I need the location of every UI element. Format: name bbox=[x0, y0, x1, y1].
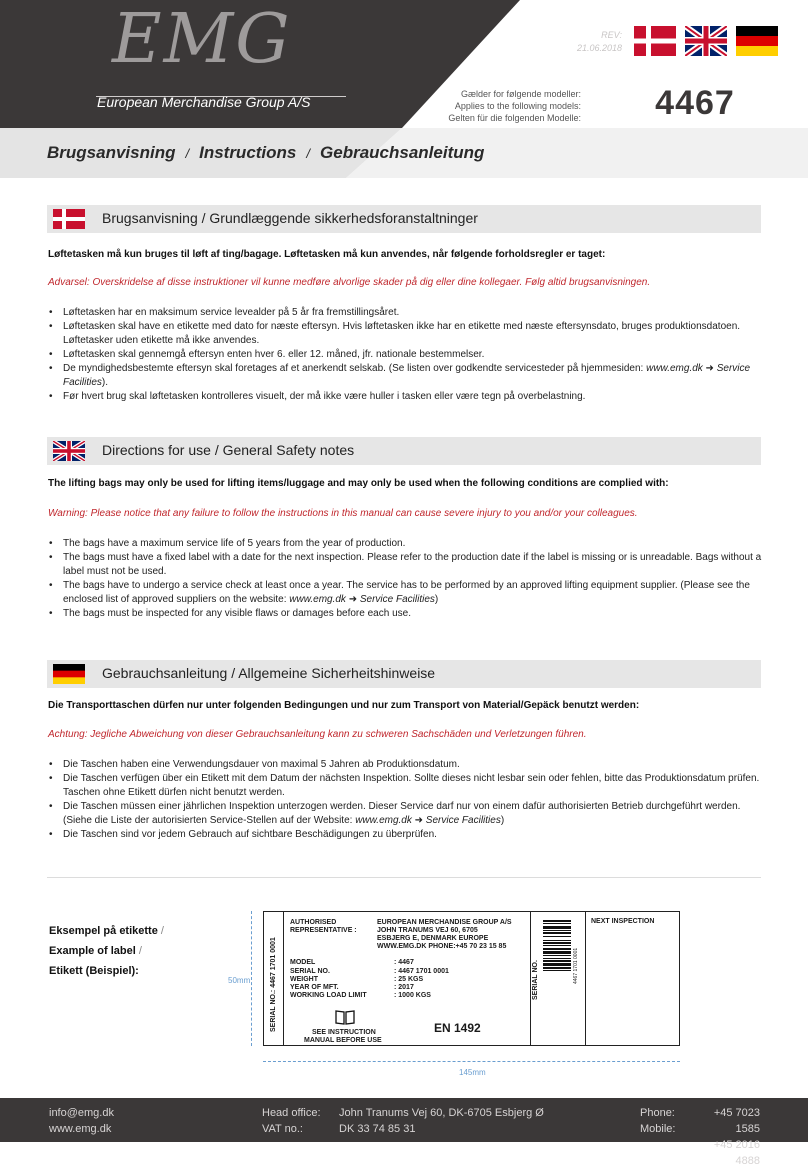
barcode bbox=[543, 920, 571, 1002]
title-sep: / bbox=[185, 146, 190, 161]
list-item: • The bags must have a fixed label with a date for the next inspection. Please refer to the production date if the label is missing or is unreadable. Bags without a label must not be used. bbox=[48, 551, 762, 579]
footer-phones bbox=[687, 1105, 760, 1169]
section-heading-de bbox=[47, 660, 761, 688]
list-item: • Die Taschen sind vor jedem Gebrauch auf sichtbare Beschädigungen zu überprüfen. bbox=[48, 828, 762, 842]
section-title-da: Brugsanvisning / Grundlæggende sikkerhedsforanstaltninger bbox=[102, 210, 478, 226]
barcode-bar bbox=[543, 940, 571, 941]
uk-flag-icon bbox=[53, 441, 85, 461]
barcode-bar bbox=[543, 955, 571, 956]
list-item: • Løftetasken skal gennemgå eftersyn enten hver 6. eller 12. måned, jfr. nationale bestemmelser. bbox=[48, 348, 762, 362]
service-facilities-link[interactable]: www.emg.dk ➜ Service Facilities bbox=[63, 363, 751, 388]
serial-vertical-right: SERIAL NO. bbox=[532, 960, 539, 1000]
barcode-bar bbox=[543, 948, 571, 950]
list-item-text: The bags have to undergo a service check at least once a year. The service has to be performed by an approved lifting equipment supplier. (Please see the enclosed list of approved suppliers on the website: bbox=[63, 580, 750, 605]
field-weight-value: : 25 KGS bbox=[394, 976, 424, 983]
phone-label: Phone: bbox=[640, 1107, 675, 1119]
title-sep: / bbox=[306, 146, 311, 161]
footer-values bbox=[339, 1105, 544, 1137]
lead-text-en: The lifting bags may only be used for lifting items/luggage and may only be used when the following conditions are complied with: bbox=[48, 478, 669, 489]
revision bbox=[577, 29, 622, 55]
warning-text-da: Advarsel: Overskridelse af disse instruktioner vil kunne medføre alvorlige skader på dig eller dine kollegaer. Følg altid brugsanvisningen. bbox=[48, 277, 651, 288]
book-icon bbox=[335, 1009, 355, 1025]
page-title bbox=[47, 143, 484, 163]
field-weight-key: WEIGHT bbox=[290, 976, 318, 983]
list-item-text: De myndighedsbestemte eftersyn skal foretages af et anerkendt selskab. (Se listen over godkendte servicesteder på hjemmesiden: bbox=[63, 363, 647, 374]
mobile-label: Mobile: bbox=[640, 1123, 676, 1135]
field-wll-value: : 1000 KGS bbox=[394, 992, 431, 999]
models-line-de: Gelten für die folgenden Modelle: bbox=[448, 113, 581, 123]
models-line-en: Applies to the following models: bbox=[454, 101, 581, 111]
barcode-bar bbox=[543, 945, 571, 946]
barcode-bar bbox=[543, 960, 571, 962]
sample-label bbox=[263, 911, 680, 1046]
mobile-number: +45 2016 4888 bbox=[713, 1139, 760, 1167]
list-item bbox=[48, 800, 762, 828]
section-heading-en bbox=[47, 437, 761, 465]
barcode-bar bbox=[543, 967, 571, 969]
representative-label: REPRESENTATIVE : bbox=[290, 927, 357, 934]
footer-web[interactable]: www.emg.dk bbox=[49, 1123, 112, 1135]
barcode-bar bbox=[543, 920, 571, 922]
list-item-text: Die Taschen müssen einer jährlichen Inspektion unterzogen werden. Dieser Service darf nur von einem dafür authorisierten Betrieb durchgeführt werden. (Siehe die Liste der autorisierten Service-Stellen auf der Website: bbox=[63, 801, 741, 826]
barcode-bar bbox=[543, 932, 571, 934]
danish-flag-icon bbox=[53, 209, 85, 229]
title-de: Gebrauchsanleitung bbox=[320, 143, 485, 162]
field-wll-key: WORKING LOAD LIMIT bbox=[290, 992, 367, 999]
caption-slash: / bbox=[160, 925, 164, 937]
rep-company: EUROPEAN MERCHANDISE GROUP A/S bbox=[377, 919, 512, 926]
field-model-value: : 4467 bbox=[394, 959, 414, 966]
title-band bbox=[0, 128, 808, 178]
section-title-en: Directions for use / General Safety notes bbox=[102, 442, 355, 458]
caption-en-text: Example of label bbox=[49, 945, 136, 957]
caption-da bbox=[49, 921, 164, 941]
rep-address-1: JOHN TRANUMS VEJ 60, 6705 bbox=[377, 927, 478, 934]
height-dimension-line bbox=[251, 911, 252, 1046]
company-name: European Merchandise Group A/S bbox=[97, 94, 311, 110]
lead-text-de: Die Transporttaschen dürfen nur unter folgenden Bedingungen und nur zum Transport von Material/Gepäck benutzt werden: bbox=[48, 700, 640, 711]
field-serial-key: SERIAL NO. bbox=[290, 968, 330, 975]
width-dimension: 145mm bbox=[459, 1068, 486, 1077]
section-title-de: Gebrauchsanleitung / Allgemeine Sicherheitshinweise bbox=[102, 665, 436, 681]
field-model-key: MODEL bbox=[290, 959, 316, 966]
rev-date: 21.06.2018 bbox=[576, 43, 622, 53]
section-heading-da bbox=[47, 205, 761, 233]
see-instruction: SEE INSTRUCTION bbox=[312, 1029, 376, 1036]
field-serial-value: : 4467 1701 0001 bbox=[394, 968, 449, 975]
footer-email[interactable]: info@emg.dk bbox=[49, 1107, 114, 1119]
barcode-bar bbox=[543, 930, 571, 931]
phone-number: +45 7023 1585 bbox=[713, 1107, 760, 1135]
list-item bbox=[48, 579, 762, 607]
models-line-da: Gælder for følgende modeller: bbox=[460, 89, 581, 99]
vat-label: VAT no.: bbox=[262, 1123, 303, 1135]
manual-before-use: MANUAL BEFORE USE bbox=[304, 1037, 382, 1044]
list-item: • Die Taschen haben eine Verwendungsdauer von maximal 5 Jahren ab Produktionsdatum. bbox=[48, 758, 762, 772]
applies-to-models bbox=[400, 88, 581, 124]
barcode-bar bbox=[543, 942, 571, 944]
list-item: • Die Taschen verfügen über ein Etikett mit dem Datum der nächsten Inspektion. Sollte dieses nicht lesbar sein oder fehlen, bitte das Produktionsdatum prüfen. Taschen ohne Etikett dürfen nicht benutzt werden. bbox=[48, 772, 762, 800]
list-item-end: ). bbox=[101, 377, 109, 388]
section-divider bbox=[47, 877, 761, 878]
width-dimension-line bbox=[263, 1061, 680, 1062]
barcode-bar bbox=[543, 936, 571, 937]
label-divider-right1 bbox=[530, 912, 531, 1045]
list-item: • Løftetasken skal have en etikette med dato for næste eftersyn. Hvis løftetasken ikke har en etikette med næste eftersynsdato, bruges produktionsdatoen. Løftetasker uden etikette må ikke anvendes. bbox=[48, 320, 762, 348]
danish-flag-icon bbox=[634, 26, 676, 56]
barcode-number: 4467 1701 0001 bbox=[573, 947, 579, 984]
en-standard: EN 1492 bbox=[434, 1021, 481, 1035]
list-item: • Løftetasken har en maksimum service levealder på 5 år fra fremstillingsåret. bbox=[48, 306, 762, 320]
head-office-address: John Tranums Vej 60, DK-6705 Esbjerg Ø bbox=[339, 1107, 544, 1119]
rep-web-phone: WWW.EMG.DK PHONE:+45 70 23 15 85 bbox=[377, 943, 507, 950]
field-year-key: YEAR OF MFT. bbox=[290, 984, 339, 991]
list-item: • The bags must be inspected for any visible flaws or damages before each use. bbox=[48, 607, 762, 621]
bullet-list-de bbox=[48, 758, 762, 842]
caption-en bbox=[49, 941, 164, 961]
service-facilities-link[interactable]: www.emg.dk ➜ Service Facilities bbox=[355, 815, 501, 826]
title-en: Instructions bbox=[199, 143, 297, 162]
uk-flag-icon bbox=[685, 26, 727, 56]
label-divider-left bbox=[283, 912, 284, 1045]
barcode-bar bbox=[543, 970, 571, 971]
authorised-label: AUTHORISED bbox=[290, 919, 337, 926]
list-item-end: ) bbox=[500, 815, 505, 826]
title-da: Brugsanvisning bbox=[47, 143, 176, 162]
barcode-bar bbox=[543, 963, 571, 966]
label-divider-right2 bbox=[585, 912, 586, 1045]
footer-phone-labels bbox=[640, 1105, 675, 1137]
label-example-caption bbox=[49, 921, 164, 981]
bullet-list-en bbox=[48, 537, 762, 621]
caption-slash: / bbox=[138, 945, 142, 957]
company-logo: EMG bbox=[112, 0, 292, 79]
barcode-bar bbox=[543, 926, 571, 929]
vat-number: DK 33 74 85 31 bbox=[339, 1123, 416, 1135]
german-flag-icon bbox=[53, 664, 85, 684]
list-item-end: ) bbox=[434, 594, 439, 605]
german-flag-icon bbox=[736, 26, 778, 56]
field-year-value: : 2017 bbox=[394, 984, 414, 991]
height-dimension: 50mm bbox=[228, 976, 251, 985]
bullet-list-da bbox=[48, 306, 762, 404]
head-office-label: Head office: bbox=[262, 1107, 321, 1119]
footer-contact bbox=[49, 1105, 114, 1137]
lead-text-da: Løftetasken må kun bruges til løft af ting/bagage. Løftetasken må kun anvendes, når følgende forholdsregler er taget: bbox=[48, 249, 606, 260]
barcode-bar bbox=[543, 951, 571, 954]
footer bbox=[0, 1098, 808, 1167]
caption-da-text: Eksempel på etikette bbox=[49, 925, 158, 937]
list-item bbox=[48, 362, 762, 390]
barcode-bar bbox=[543, 923, 571, 924]
serial-vertical-left: SERIAL NO.: 4467 1701 0001 bbox=[270, 937, 277, 1032]
warning-text-de: Achtung: Jegliche Abweichung von dieser Gebrauchsanleitung kann zu schweren Sachschäden und Verletzungen führen. bbox=[48, 729, 587, 740]
rev-label: REV: bbox=[601, 30, 622, 40]
warning-text-en: Warning: Please notice that any failure to follow the instructions in this manual can cause severe injury to you and/or your colleagues. bbox=[48, 508, 638, 519]
model-number: 4467 bbox=[655, 84, 735, 122]
footer-labels bbox=[262, 1105, 321, 1137]
list-item: • Før hvert brug skal løftetasken kontrolleres visuelt, der må ikke være huller i tasken eller være tegn på overbelastning. bbox=[48, 390, 762, 404]
list-item: • The bags have a maximum service life of 5 years from the year of production. bbox=[48, 537, 762, 551]
caption-de: Etikett (Beispiel): bbox=[49, 965, 139, 977]
next-inspection-label: NEXT INSPECTION bbox=[591, 918, 655, 925]
rep-address-2: ESBJERG E, DENMARK EUROPE bbox=[377, 935, 489, 942]
barcode-bar bbox=[543, 958, 571, 959]
service-facilities-link[interactable]: www.emg.dk ➜ Service Facilities bbox=[289, 594, 435, 605]
